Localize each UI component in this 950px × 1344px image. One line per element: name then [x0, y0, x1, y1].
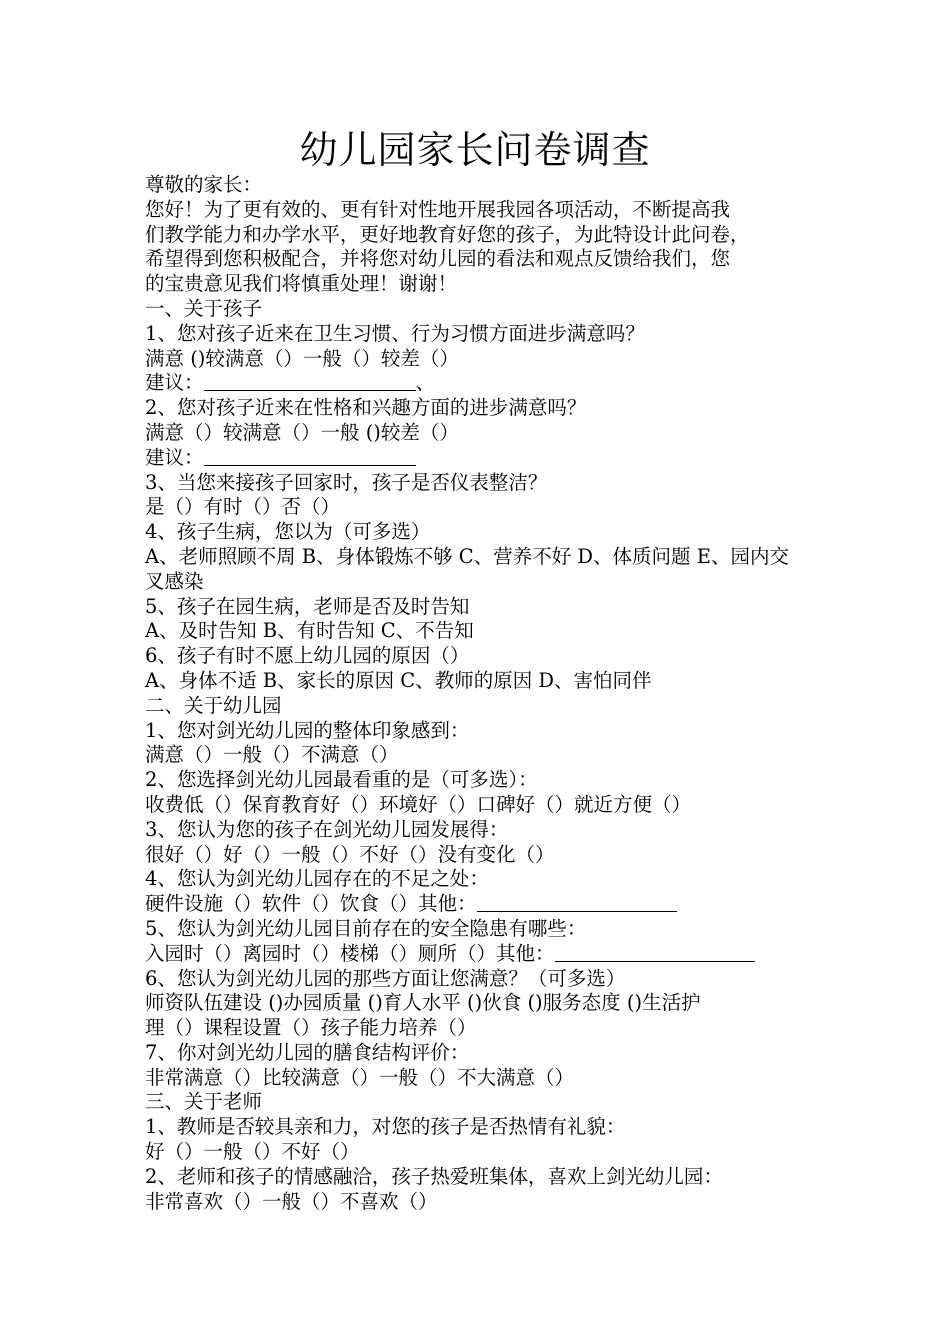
options-3-1: 好（）一般（）不好（） [145, 1140, 360, 1164]
question-1-1: 1、您对孩子近来在卫生习惯、行为习惯方面进步满意吗？ [145, 321, 645, 345]
options-3-2: 非常喜欢（）一般（）不喜欢（） [145, 1189, 438, 1213]
suggestion-blank[interactable] [204, 447, 416, 466]
question-2-4: 4、您认为剑光幼儿园存在的不足之处： [145, 867, 489, 891]
options-2-7: 非常满意（）比较满意（）一般（）不大满意（） [145, 1065, 575, 1089]
options-1-1: 满意 ()较满意（）一般（）较差（） [145, 346, 459, 370]
options-2-4 [145, 892, 815, 917]
options-2-6-cont: 理（）课程设置（）孩子能力培养（） [145, 1016, 477, 1040]
question-2-3: 3、您认为您的孩子在剑光幼儿园发展得： [145, 817, 509, 841]
question-3-1: 1、教师是否较具亲和力，对您的孩子是否热情有礼貌： [145, 1115, 626, 1139]
other-blank[interactable] [477, 893, 677, 912]
options-text: 硬件设施（）软件（）饮食（）其他： [145, 892, 477, 916]
suggestion-line-1 [145, 371, 815, 396]
options-1-6: A、身体不适 B、家长的原因 C、教师的原因 D、害怕同伴 [145, 668, 652, 692]
options-text: 入园时（）离园时（）楼梯（）厕所（）其他： [145, 941, 555, 965]
document-body [145, 173, 815, 1214]
section-heading-teacher: 三、关于老师 [145, 1090, 263, 1114]
question-3-2: 2、老师和孩子的情感融洽，孩子热爱班集体，喜欢上剑光幼儿园： [145, 1164, 723, 1188]
question-2-2: 2、您选择剑光幼儿园最看重的是（可多选）： [145, 768, 538, 792]
suggestion-line-2 [145, 446, 815, 471]
greeting: 尊敬的家长： [145, 173, 263, 196]
section-heading-kindergarten: 二、关于幼儿园 [145, 693, 282, 717]
options-2-1: 满意（）一般（）不满意（） [145, 743, 399, 767]
other-blank[interactable] [555, 943, 755, 962]
options-2-2: 收费低（）保育教育好（）环境好（）口碑好（）就近方便（） [145, 792, 692, 816]
options-2-3: 很好（）好（）一般（）不好（）没有变化（） [145, 842, 555, 866]
options-1-5: A、及时告知 B、有时告知 C、不告知 [145, 619, 474, 643]
suggestion-blank[interactable] [204, 372, 416, 391]
question-2-6: 6、您认为剑光幼儿园的那些方面让您满意？（可多选） [145, 966, 626, 990]
options-2-5 [145, 942, 815, 967]
suggestion-suffix: 、 [415, 371, 436, 395]
options-2-6: 师资队伍建设 ()办园质量 ()育人水平 ()伙食 ()服务态度 ()生活护 [145, 991, 701, 1015]
question-2-7: 7、你对剑光幼儿园的膳食结构评价： [145, 1040, 470, 1064]
question-1-4: 4、孩子生病，您以为（可多选） [145, 520, 431, 544]
options-1-4-cont: 叉感染 [145, 569, 204, 593]
options-1-3: 是（）有时（）否（） [145, 495, 341, 519]
question-2-1: 1、您对剑光幼儿园的整体印象感到： [145, 718, 470, 742]
document-title: 幼儿园家长问卷调查 [299, 128, 651, 172]
section-heading-child: 一、关于孩子 [145, 296, 263, 320]
question-1-2: 2、您对孩子近来在性格和兴趣方面的进步满意吗？ [145, 396, 587, 420]
suggestion-label: 建议： [145, 371, 204, 395]
options-1-2: 满意（）较满意（）一般 ()较差（） [145, 420, 459, 444]
intro-line-1: 您好！为了更有效的、更有针对性地开展我园各项活动，不断提高我 [145, 197, 731, 221]
intro-line-3: 希望得到您积极配合，并将您对幼儿园的看法和观点反馈给我们，您 [145, 247, 731, 271]
options-1-4: A、老师照顾不周 B、身体锻炼不够 C、营养不好 D、体质问题 E、园内交 [145, 544, 789, 568]
question-2-5: 5、您认为剑光幼儿园目前存在的安全隐患有哪些： [145, 916, 587, 940]
intro-line-2: 们教学能力和办学水平，更好地教育好您的孩子，为此特设计此问卷， [145, 222, 750, 246]
suggestion-label: 建议： [145, 445, 204, 469]
question-1-3: 3、当您来接孩子回家时，孩子是否仪表整洁？ [145, 470, 548, 494]
question-1-6: 6、孩子有时不愿上幼儿园的原因（） [145, 644, 470, 668]
question-1-5: 5、孩子在园生病，老师是否及时告知 [145, 594, 470, 618]
intro-line-4: 的宝贵意见我们将慎重处理！谢谢！ [145, 272, 458, 296]
